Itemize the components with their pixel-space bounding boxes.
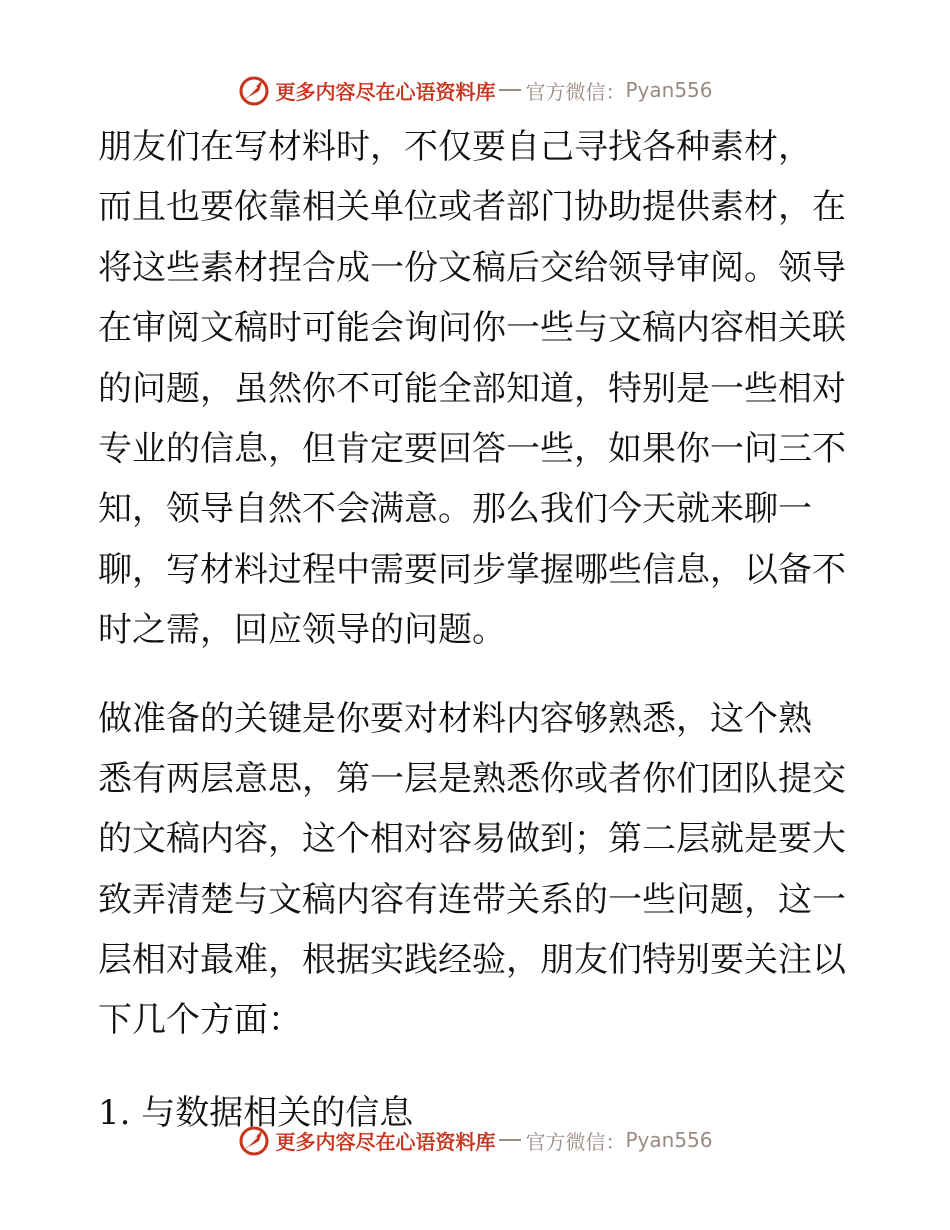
section-heading: 1. 与数据相关的信息 (98, 1092, 414, 1133)
wechat-id: Pyan556 (625, 1128, 713, 1152)
quill-logo-icon (237, 73, 271, 107)
paragraph-line: 聊，写材料过程中需要同步掌握哪些信息，以备不 (98, 549, 846, 590)
paragraph-2 (98, 689, 858, 1051)
paragraph-1 (98, 117, 858, 661)
wechat-label: 官方微信： (525, 1129, 626, 1154)
wechat-id: Pyan556 (625, 78, 713, 102)
paragraph-line: 朋友们在写材料时，不仅要自己寻找各种素材， (98, 127, 812, 167)
banner-dash (499, 1139, 521, 1141)
bottom-banner (0, 1120, 950, 1160)
wechat-label: 官方微信： (525, 79, 626, 104)
top-banner (0, 70, 950, 110)
paragraph-line: 在审阅文稿时可能会询问你一些与文稿内容相关联 (98, 308, 846, 349)
paragraph-line: 下几个方面： (98, 1000, 302, 1041)
paragraph-line: 层相对最难，根据实践经验，朋友们特别要关注以 (98, 940, 846, 981)
banner-text: 更多内容尽在心语资料库 (275, 79, 496, 104)
paragraph-line: 知，领导自然不会满意。那么我们今天就来聊一 (98, 489, 812, 530)
paragraph-line: 致弄清楚与文稿内容有连带关系的一些问题，这一 (98, 879, 846, 920)
paragraph-line: 专业的信息，但肯定要回答一些，如果你一问三不 (98, 428, 846, 469)
paragraph-line: 时之需，回应领导的问题。 (98, 610, 506, 651)
paragraph-line: 做准备的关键是你要对材料内容够熟悉，这个熟 (98, 698, 812, 739)
quill-logo-icon (237, 1123, 271, 1157)
banner-dash (499, 89, 521, 91)
paragraph-line: 的文稿内容，这个相对容易做到；第二层就是要大 (98, 819, 846, 860)
banner-text: 更多内容尽在心语资料库 (275, 1129, 496, 1154)
paragraph-line: 而且也要依靠相关单位或者部门协助提供素材，在 (98, 187, 846, 228)
paragraph-line: 悉有两层意思，第一层是熟悉你或者你们团队提交 (98, 758, 846, 799)
paragraph-line: 的问题，虽然你不可能全部知道，特别是一些相对 (98, 368, 846, 409)
paragraph-line: 将这些素材捏合成一份文稿后交给领导审阅。领导 (98, 247, 846, 288)
document-body (98, 117, 858, 1143)
